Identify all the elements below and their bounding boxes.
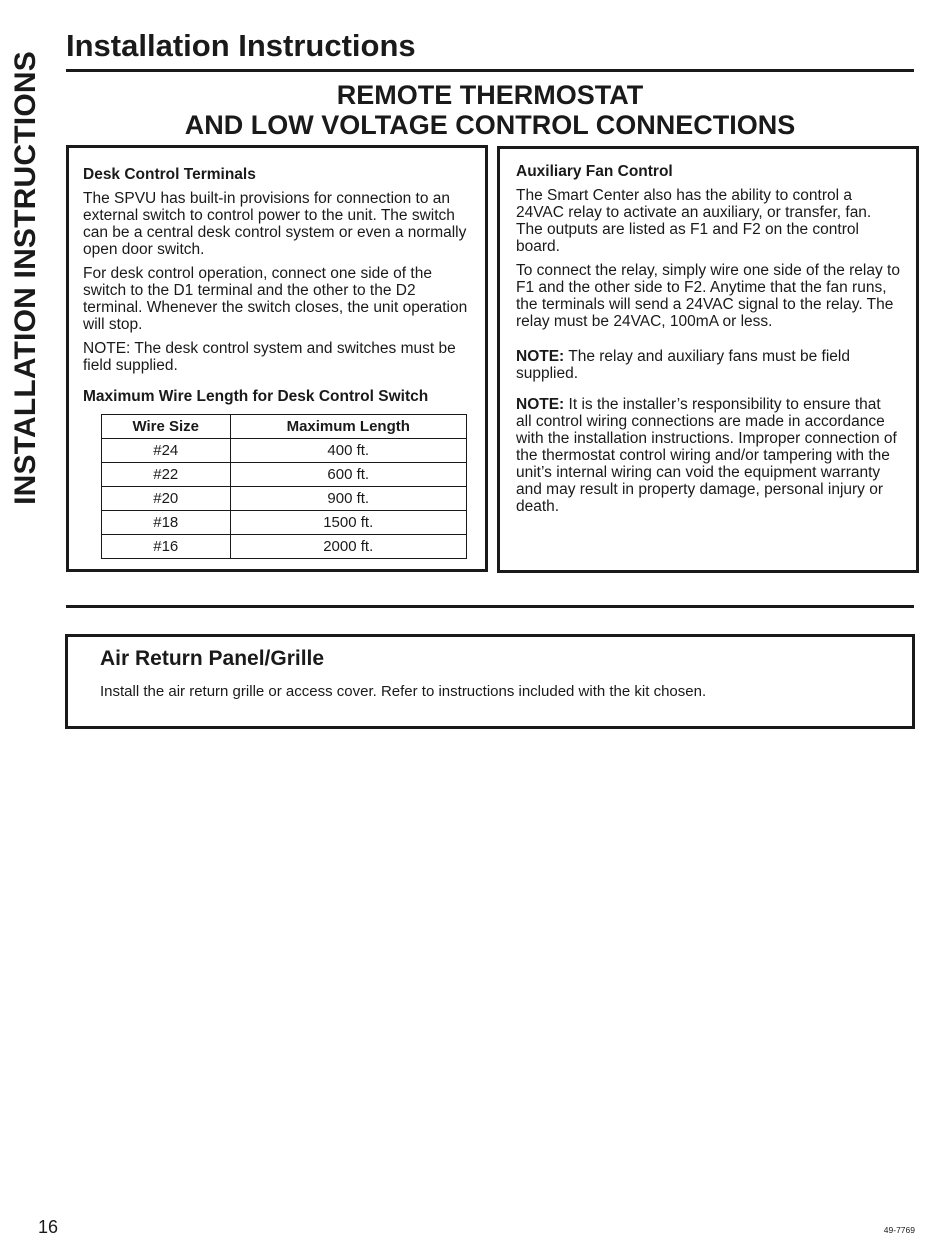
- note-text: It is the installer’s responsibility to ensure that all control wiring connections are made in accordance with the installation instructions. Improper connection of the thermostat control wiring and/or tampering with the unit’s internal wiring can void the equipment warranty and may result in property damage, personal injury or death.: [516, 396, 897, 515]
- column-header-wire-size: Wire Size: [102, 415, 231, 439]
- air-return-heading: Air Return Panel/Grille: [100, 647, 325, 670]
- max-length-cell: 600 ft.: [230, 463, 467, 487]
- header-rule: [66, 69, 914, 72]
- note-label: NOTE:: [516, 396, 565, 413]
- max-length-cell: 900 ft.: [230, 487, 467, 511]
- aux-fan-paragraph-1: The Smart Center also has the ability to control a 24VAC relay to activate an auxiliary, or transfer, fan. The outputs are listed as F1 and F2 on the control board.: [516, 187, 872, 255]
- document-number: 49-7769: [883, 1225, 915, 1235]
- air-return-text: Install the air return grille or access cover. Refer to instructions included with the kit chosen.: [100, 683, 707, 700]
- aux-fan-heading: Auxiliary Fan Control: [516, 163, 673, 180]
- note-text: The relay and auxiliary fans must be field supplied.: [516, 348, 850, 382]
- wire-size-cell: #20: [102, 487, 231, 511]
- desk-control-paragraph-2: For desk control operation, connect one side of the switch to the D1 terminal and the other to the D2 terminal. Whenever the switch closes, the unit operation will stop.: [83, 265, 468, 333]
- table-row: [102, 487, 467, 511]
- aux-fan-note-2: [516, 396, 900, 515]
- aux-fan-paragraph-2: To connect the relay, simply wire one side of the relay to F1 and the other side to F2. Anytime that the fan runs, the terminals will send a 24VAC signal to the relay. The relay must be 24VAC, 100mA or less.: [516, 262, 900, 330]
- table-row: [102, 535, 467, 559]
- section-title-line1: REMOTE THERMOSTAT: [336, 80, 644, 110]
- table-row: [102, 511, 467, 535]
- desk-control-note: NOTE: The desk control system and switches must be field supplied.: [83, 340, 456, 374]
- section-divider: [66, 605, 914, 608]
- desk-control-box: [66, 145, 488, 572]
- note-label: NOTE:: [516, 348, 565, 365]
- column-header-max-length: Maximum Length: [230, 415, 467, 439]
- air-return-box: [65, 634, 915, 729]
- page-number: 16: [38, 1217, 59, 1237]
- table-row: [102, 439, 467, 463]
- wire-length-table: [101, 414, 467, 559]
- wire-size-cell: #16: [102, 535, 231, 559]
- max-length-cell: 400 ft.: [230, 439, 467, 463]
- side-tab: [4, 28, 48, 528]
- max-length-cell: 2000 ft.: [230, 535, 467, 559]
- side-tab-label: INSTALLATION INSTRUCTIONS: [9, 51, 42, 505]
- desk-control-heading: Desk Control Terminals: [83, 166, 256, 183]
- table-row: [102, 463, 467, 487]
- section-title: [66, 80, 914, 140]
- max-length-cell: 1500 ft.: [230, 511, 467, 535]
- wire-size-cell: #22: [102, 463, 231, 487]
- page-title: Installation Instructions: [66, 28, 416, 63]
- section-title-line2: AND LOW VOLTAGE CONTROL CONNECTIONS: [184, 110, 796, 140]
- wire-table-title: Maximum Wire Length for Desk Control Switch: [83, 388, 429, 405]
- table-header-row: [102, 415, 467, 439]
- aux-fan-box: [497, 146, 919, 573]
- wire-size-cell: #18: [102, 511, 231, 535]
- aux-fan-note-1: [516, 348, 900, 382]
- wire-size-cell: #24: [102, 439, 231, 463]
- desk-control-paragraph-1: The SPVU has built-in provisions for connection to an external switch to control power to the unit. The switch can be a central desk control system or even a normally open door switch.: [83, 190, 467, 258]
